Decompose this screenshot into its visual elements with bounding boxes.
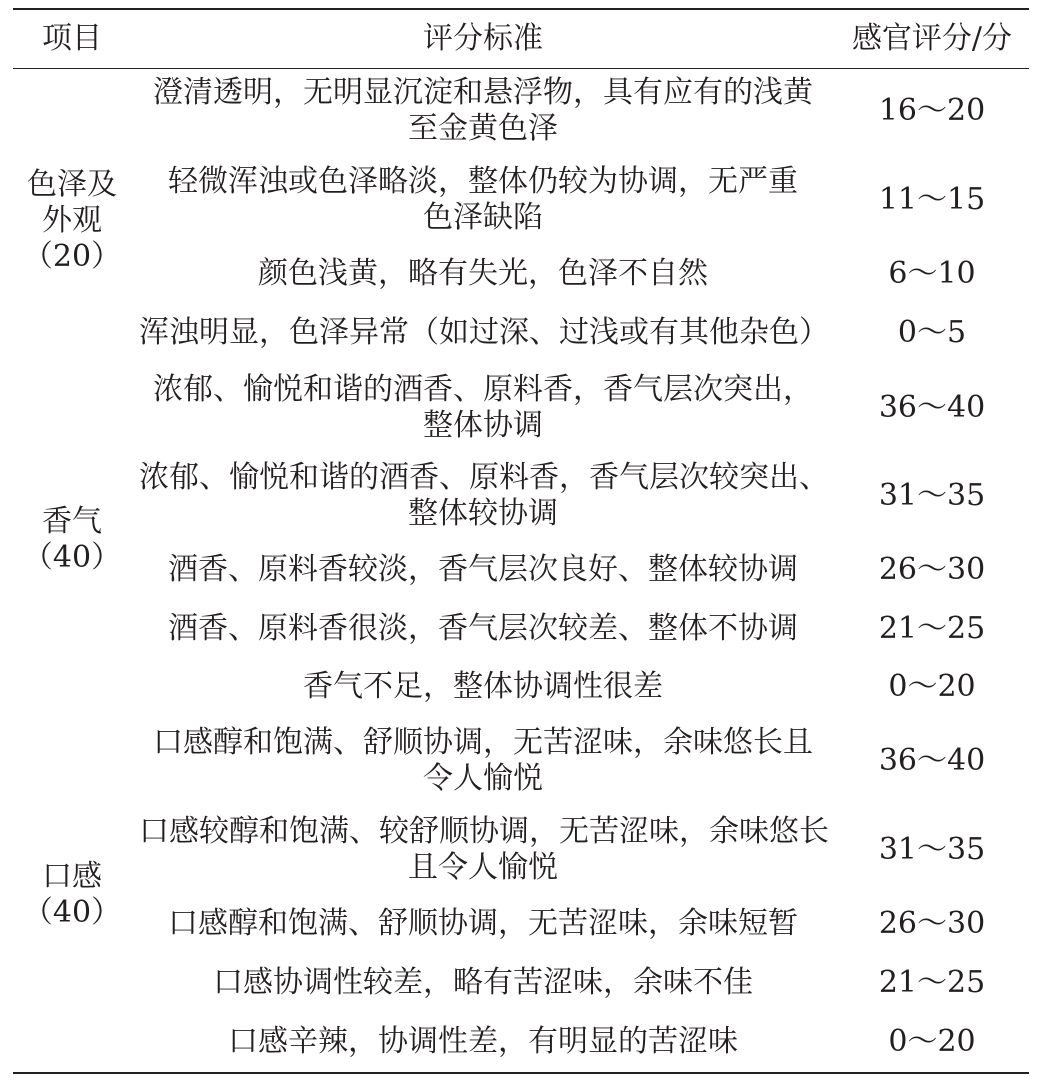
category-label-line: 口感 <box>42 859 102 894</box>
category-aroma <box>13 495 131 585</box>
criteria-line: 口感较醇和饱满、较舒顺协调，无苦涩味，余味悠长 <box>139 814 829 849</box>
table-row <box>131 72 1029 150</box>
criteria-line: 口感醇和饱满、舒顺协调，无苦涩味，余味短暂 <box>168 906 798 941</box>
criteria-line: 酒香、原料香较淡，香气层次良好、整体较协调 <box>168 552 798 587</box>
category-label-line: 香气 <box>42 504 102 539</box>
category-label-line: （40） <box>22 895 122 930</box>
table-row <box>131 721 1029 801</box>
category-label-line: 色泽及 <box>27 167 117 202</box>
score-cell: 31～35 <box>878 832 986 867</box>
criteria-cell <box>131 725 835 797</box>
criteria-line: 口感辛辣，协调性差，有明显的苦涩味 <box>228 1024 738 1059</box>
score-cell: 0～20 <box>888 1024 976 1059</box>
criteria-cell <box>131 906 835 942</box>
criteria-line: 澄清透明，无明显沉淀和悬浮物，具有应有的浅黄 <box>153 75 813 110</box>
criteria-line: 令人愉悦 <box>423 761 543 796</box>
table-row <box>131 544 1029 596</box>
score-cell: 16～20 <box>878 93 986 128</box>
criteria-cell <box>131 611 835 647</box>
table-row <box>131 456 1029 536</box>
score-cell: 0～20 <box>888 669 976 704</box>
criteria-line: 至金黄色泽 <box>408 111 558 146</box>
criteria-cell <box>131 372 835 444</box>
header-score: 感官评分/分 <box>851 21 1013 56</box>
criteria-cell <box>131 552 835 588</box>
category-label-line: 外观 <box>42 203 102 238</box>
criteria-cell <box>131 965 835 1001</box>
criteria-cell <box>131 460 835 532</box>
score-cell: 0～5 <box>897 315 967 350</box>
criteria-cell <box>131 1024 835 1060</box>
table-row <box>131 306 1029 360</box>
category-color-appearance <box>13 155 131 287</box>
criteria-line: 香气不足，整体协调性很差 <box>303 669 663 704</box>
score-cell: 21～25 <box>878 965 986 1000</box>
category-label-line: （40） <box>22 540 122 575</box>
header-criteria: 评分标准 <box>423 21 543 56</box>
score-cell: 36～40 <box>878 743 986 778</box>
criteria-line: 酒香、原料香很淡，香气层次较差、整体不协调 <box>168 611 798 646</box>
table-bottom-rule <box>13 1072 1029 1074</box>
score-cell: 26～30 <box>878 552 986 587</box>
score-cell: 11～15 <box>878 182 986 217</box>
table-row <box>131 248 1029 300</box>
criteria-line: 口感协调性较差，略有苦涩味，余味不佳 <box>213 965 753 1000</box>
category-label-line: （20） <box>22 239 122 274</box>
table-row <box>131 1015 1029 1069</box>
score-cell: 31～35 <box>878 478 986 513</box>
criteria-cell <box>131 256 835 292</box>
criteria-line: 整体较协调 <box>408 496 558 531</box>
criteria-line: 整体协调 <box>423 408 543 443</box>
criteria-line: 轻微浑浊或色泽略淡，整体仍较为协调，无严重 <box>168 164 798 199</box>
criteria-cell <box>131 315 835 351</box>
table-row <box>131 368 1029 448</box>
criteria-cell <box>131 164 835 236</box>
table-row <box>131 661 1029 713</box>
table-row <box>131 957 1029 1009</box>
table-row <box>131 160 1029 240</box>
criteria-line: 浑浊明显，色泽异常（如过深、过浅或有其他杂色） <box>139 315 829 350</box>
score-cell: 26～30 <box>878 906 986 941</box>
header-item: 项目 <box>42 21 102 56</box>
table-row <box>131 603 1029 655</box>
criteria-line: 浓郁、愉悦和谐的酒香、原料香，香气层次突出， <box>153 372 813 407</box>
table-row <box>131 810 1029 890</box>
criteria-line: 且令人愉悦 <box>408 850 558 885</box>
score-cell: 36～40 <box>878 390 986 425</box>
criteria-line: 色泽缺陷 <box>423 200 543 235</box>
score-cell: 21～25 <box>878 611 986 646</box>
criteria-line: 口感醇和饱满、舒顺协调，无苦涩味，余味悠长且 <box>153 725 813 760</box>
score-cell: 6～10 <box>888 256 976 291</box>
table-row <box>131 898 1029 950</box>
criteria-cell <box>131 814 835 886</box>
criteria-cell <box>131 75 835 147</box>
category-taste <box>13 850 131 940</box>
header-rule <box>13 68 1029 69</box>
criteria-cell <box>131 669 835 705</box>
criteria-line: 浓郁、愉悦和谐的酒香、原料香，香气层次较突出、 <box>139 460 829 495</box>
criteria-line: 颜色浅黄，略有失光，色泽不自然 <box>258 256 708 291</box>
